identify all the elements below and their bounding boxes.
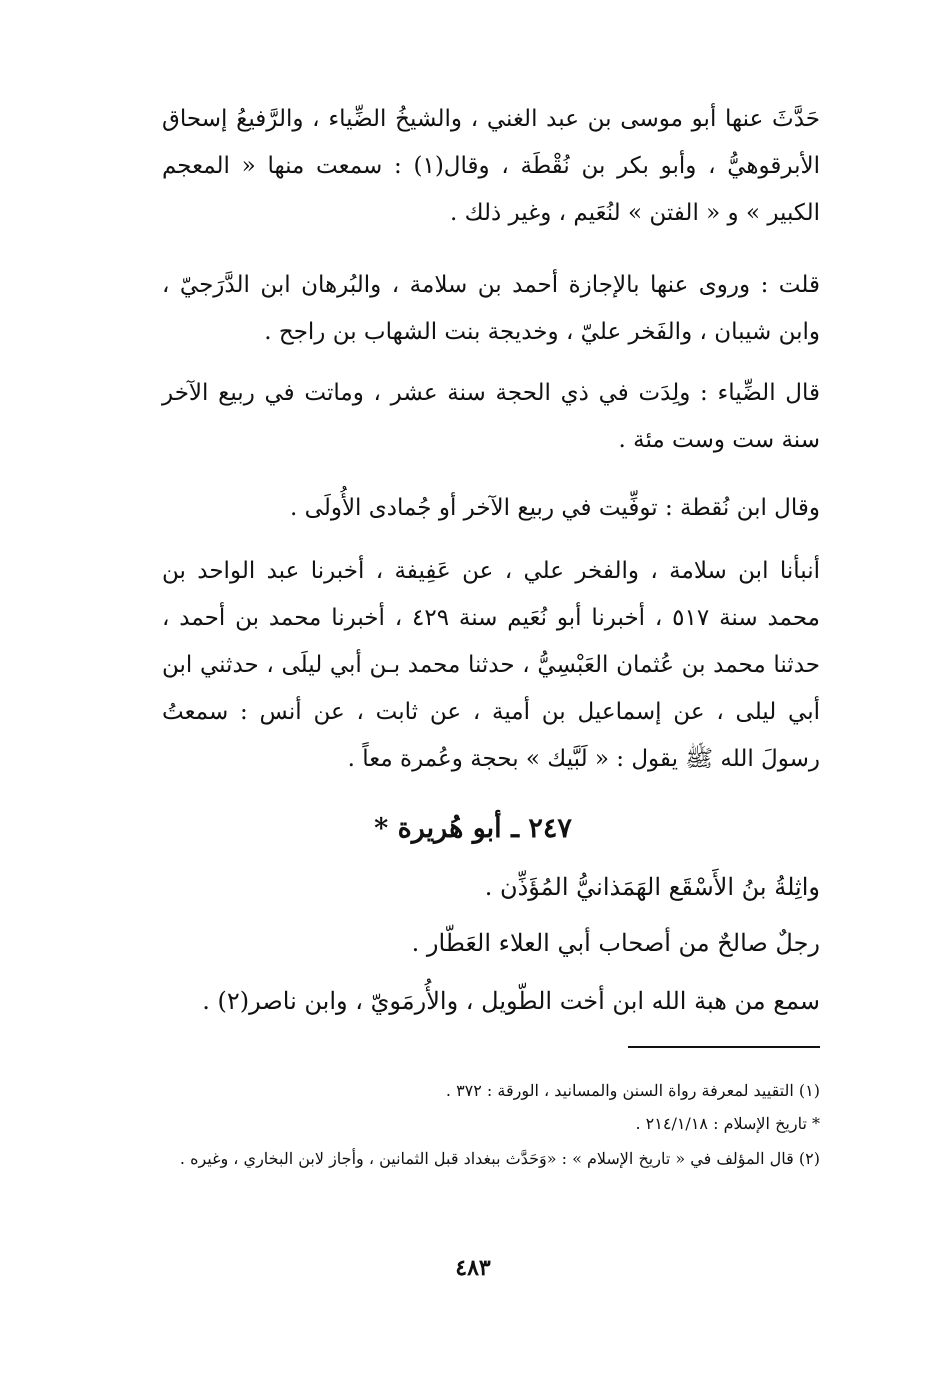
paragraph-birth-death: قال الضِّياء : ولِدَت في ذي الحجة سنة عشر ، وماتت في ربيع الآخر سنة ست وست مئة . xyxy=(162,380,820,453)
footnote-1: (١) التقييد لمعرفة رواة السنن والمسانيد ، الورقة : ٣٧٢ . xyxy=(445,1081,820,1100)
entry-title: ٢٤٧ ـ أبو هُريرة * xyxy=(374,813,572,844)
entry-line-description: رجلٌ صالحٌ من أصحاب أبي العلاء العَطّار . xyxy=(411,929,820,957)
entry-line-teachers: سمع من هبة الله ابن أخت الطّويل ، والأُرمَويّ ، وابن ناصر(٢) . xyxy=(202,987,820,1015)
paragraph-ibn-nuqta: وقال ابن نُقطة : توفِّيت في ربيع الآخر أو جُمادى الأُولَى . xyxy=(290,495,820,521)
paragraph-narrators: حَدَّثَ عنها أبو موسى بن عبد الغني ، والشيخُ الضِّياء ، والرَّفيعُ إسحاق الأبرقوهيُّ ، وأبو بكر بن نُقْطَة ، وقال(١) : سمعت منها « المعجم الكبير » و « الفتن » لنُعَيم ، وغير ذلك . xyxy=(162,106,821,226)
footnote-2: (٢) قال المؤلف في « تاريخ الإسلام » : «وَحَدَّث ببغداد قبل الثمانين ، وأجاز لابن البخاري ، وغيره . xyxy=(179,1149,820,1168)
entry-line-name: واثِلةُ بنُ الأَسْقَع الهَمَذانيُّ المُؤَذِّن . xyxy=(484,873,820,901)
paragraph-ijaza: قلت : وروى عنها بالإجازة أحمد بن سلامة ، والبُرهان ابن الدَّرَجيّ ، وابن شيبان ، والفَخر عليّ ، وخديجة بنت الشهاب بن راجح . xyxy=(162,272,820,345)
footnote-star: * تاريخ الإسلام : ٢١٤/١/١٨ . xyxy=(635,1114,820,1133)
paragraph-hadith-chain: أنبأنا ابن سلامة ، والفخر علي ، عن عَفِيفة ، أخبرنا عبد الواحد بن محمد سنة ٥١٧ ، أخبرنا أبو نُعَيم سنة ٤٢٩ ، أخبرنا محمد بن أحمد ، حدثنا محمد بن عُثمان العَبْسِيُّ ، حدثنا محمد بـن أبي ليلَى ، حدثني ابن أبي ليلى ، عن إسماعيل بن أمية ، عن ثابت ، عن أنس : سمعتُ رسولَ الله ﷺ يقول : « لَبَّيك » بحجة وعُمرة معاً . xyxy=(162,558,821,772)
page-number: ٤٨٣ xyxy=(455,1255,491,1281)
footnote-divider xyxy=(628,1046,820,1048)
